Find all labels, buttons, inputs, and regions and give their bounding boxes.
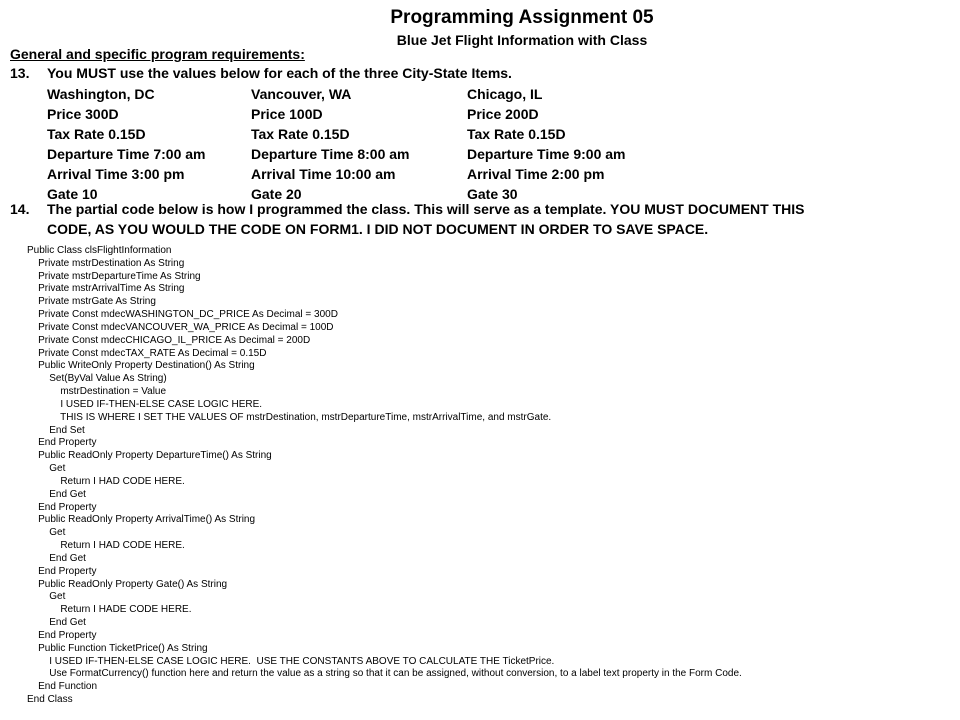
- code-line: THIS IS WHERE I SET THE VALUES OF mstrDestination, mstrDepartureTime, mstrArrivalTime, and mstrGate.: [27, 411, 552, 423]
- code-line: Public ReadOnly Property Gate() As String: [27, 578, 228, 590]
- city-tax-rate: Tax Rate 0.15D: [47, 126, 146, 142]
- code-line: Private mstrArrivalTime As String: [27, 283, 185, 295]
- code-line: Set(ByVal Value As String): [27, 373, 167, 385]
- code-line: Private Const mdecCHICAGO_IL_PRICE As Decimal = 200D: [27, 334, 311, 346]
- city-name: Chicago, IL: [467, 86, 543, 102]
- code-line: Public ReadOnly Property DepartureTime() As String: [27, 450, 272, 462]
- code-line: Return I HAD CODE HERE.: [27, 475, 185, 487]
- city-tax-rate: Tax Rate 0.15D: [467, 126, 566, 142]
- city-gate: Gate 30: [467, 186, 518, 202]
- code-line: Use FormatCurrency() function here and return the value as a string so that it can be assigned, without conversion, to a label text property in the Form Code.: [27, 668, 742, 680]
- document-title: Programming Assignment 05: [390, 7, 654, 28]
- item-text-line-2: CODE, AS YOU WOULD THE CODE ON FORM1. I DID NOT DOCUMENT IN ORDER TO SAVE SPACE.: [47, 221, 709, 237]
- city-price: Price 100D: [251, 106, 323, 122]
- code-listing: [27, 245, 742, 707]
- item-text-line-1: The partial code below is how I programmed the class. This will serve as a template. YOU MUST DOCUMENT THIS: [47, 201, 805, 217]
- requirement-item-13: [10, 65, 512, 81]
- city-arrival-time: Arrival Time 10:00 am: [251, 166, 396, 182]
- city-column-chicago: [467, 84, 625, 204]
- code-line: Get: [27, 527, 66, 539]
- city-tax-rate: Tax Rate 0.15D: [251, 126, 350, 142]
- city-arrival-time: Arrival Time 2:00 pm: [467, 166, 605, 182]
- code-line: End Property: [27, 565, 97, 577]
- code-line: End Property: [27, 437, 97, 449]
- code-line: End Get: [27, 617, 86, 629]
- city-column-vancouver: [251, 84, 409, 204]
- city-departure-time: Departure Time 8:00 am: [251, 146, 410, 162]
- requirements-heading: General and specific program requirements:: [10, 46, 305, 62]
- code-line: End Get: [27, 552, 86, 564]
- city-name: Washington, DC: [47, 86, 155, 102]
- city-name: Vancouver, WA: [251, 86, 352, 102]
- code-line: End Class: [27, 693, 73, 705]
- code-line: Return I HAD CODE HERE.: [27, 540, 185, 552]
- item-number: 14.: [10, 201, 30, 217]
- code-line: Get: [27, 463, 66, 475]
- code-line: Return I HADE CODE HERE.: [27, 604, 192, 616]
- code-line: End Property: [27, 629, 97, 641]
- code-line: End Function: [27, 681, 98, 693]
- city-price: Price 200D: [467, 106, 539, 122]
- city-gate: Gate 10: [47, 186, 98, 202]
- requirement-item-14: [10, 199, 940, 239]
- code-line: mstrDestination = Value: [27, 386, 167, 398]
- code-line: End Get: [27, 488, 86, 500]
- code-line: Public WriteOnly Property Destination() As String: [27, 360, 255, 372]
- item-text: You MUST use the values below for each of the three City-State Items.: [47, 65, 512, 81]
- code-line: I USED IF-THEN-ELSE CASE LOGIC HERE.: [27, 398, 263, 410]
- code-line: Public ReadOnly Property ArrivalTime() As String: [27, 514, 256, 526]
- code-line: I USED IF-THEN-ELSE CASE LOGIC HERE. USE THE CONSTANTS ABOVE TO CALCULATE THE TicketPrice.: [27, 655, 555, 667]
- code-line: Private mstrGate As String: [27, 296, 156, 308]
- code-line: Private Const mdecVANCOUVER_WA_PRICE As Decimal = 100D: [27, 321, 334, 333]
- city-gate: Gate 20: [251, 186, 302, 202]
- city-departure-time: Departure Time 7:00 am: [47, 146, 206, 162]
- code-line: Private Const mdecWASHINGTON_DC_PRICE As Decimal = 300D: [27, 309, 338, 321]
- code-line: End Set: [27, 424, 85, 436]
- city-departure-time: Departure Time 9:00 am: [467, 146, 626, 162]
- code-line: Private mstrDestination As String: [27, 257, 185, 269]
- city-price: Price 300D: [47, 106, 119, 122]
- code-line: Private mstrDepartureTime As String: [27, 270, 201, 282]
- item-number: 13.: [10, 65, 30, 81]
- code-line: Get: [27, 591, 66, 603]
- city-column-washington: [47, 84, 205, 204]
- city-arrival-time: Arrival Time 3:00 pm: [47, 166, 185, 182]
- code-line: End Property: [27, 501, 97, 513]
- document-subtitle: Blue Jet Flight Information with Class: [396, 32, 648, 48]
- code-line: Public Class clsFlightInformation: [27, 245, 172, 256]
- code-line: Public Function TicketPrice() As String: [27, 642, 208, 654]
- code-line: Private Const mdecTAX_RATE As Decimal = 0.15D: [27, 347, 267, 359]
